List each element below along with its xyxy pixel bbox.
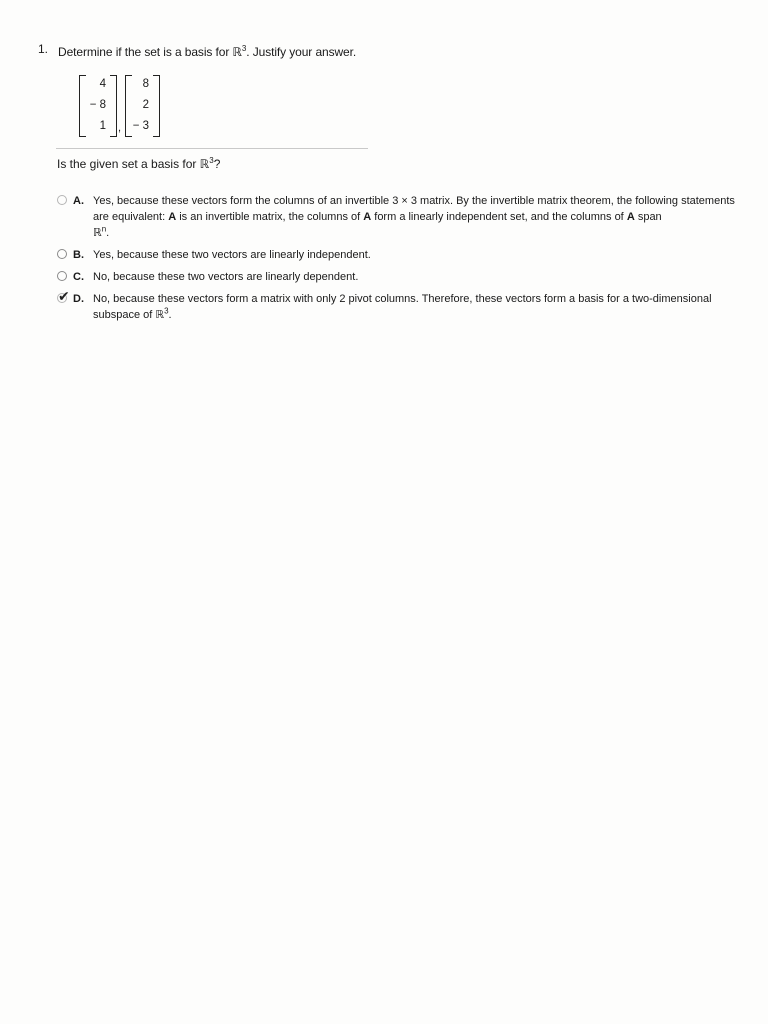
prompt-exponent: 3 — [241, 44, 247, 53]
sub-question-exponent: 3 — [209, 156, 214, 165]
vector-2-entry-2: 2 — [142, 99, 149, 111]
option-a-bold-2: A — [363, 211, 372, 223]
option-d[interactable] — [57, 291, 737, 323]
option-c-letter: C. — [73, 271, 84, 283]
vector-2 — [125, 75, 160, 137]
sub-question-suffix: ? — [213, 157, 221, 171]
divider — [56, 148, 368, 149]
vector-1-entry-3: 1 — [99, 120, 106, 132]
option-c[interactable] — [57, 269, 737, 285]
option-a-text-1: Yes, because these vectors form the columns of an invertible 3 × 3 matrix. By the invertible matrix theorem, the following statements are equivalent: — [93, 195, 735, 223]
option-a-text-2: is an invertible matrix, the columns of — [176, 211, 364, 223]
question-number: 1. — [38, 42, 49, 56]
sub-question-space-symbol: ℝ — [199, 157, 210, 171]
prompt-prefix: Determine if the set is a basis for — [58, 45, 233, 59]
option-d-text-1: No, because these vectors form a matrix with only 2 pivot columns. Therefore, these vectors form a basis for a two-dimensional subspace of — [93, 293, 712, 321]
option-d-letter: D. — [73, 293, 84, 305]
vector-2-entry-1: 8 — [142, 78, 149, 90]
sub-question-prefix: Is the given set a basis for — [57, 157, 200, 171]
vector-1-entry-2: − 8 — [89, 99, 106, 111]
option-a-text-4: span — [634, 211, 662, 223]
vector-2-entry-3: − 3 — [132, 120, 149, 132]
question-prompt — [58, 45, 356, 59]
option-b-radio[interactable] — [57, 249, 67, 259]
option-c-text: No, because these two vectors are linearly dependent. — [93, 271, 359, 283]
option-a-bold-1: A — [168, 211, 177, 223]
prompt-suffix: . Justify your answer. — [246, 45, 357, 59]
option-b-text: Yes, because these two vectors are linearly independent. — [93, 249, 371, 261]
option-d-exponent: 3 — [164, 306, 169, 316]
vector-1 — [79, 75, 117, 137]
option-d-space-symbol: ℝ — [155, 309, 165, 321]
option-a-bold-3: A — [626, 211, 635, 223]
sub-question — [57, 157, 220, 171]
option-d-text-2: . — [168, 309, 172, 321]
option-a-text — [93, 193, 737, 241]
option-b-letter: B. — [73, 249, 84, 261]
option-a-exponent: n — [101, 224, 107, 234]
vector-1-entry-1: 4 — [99, 78, 106, 90]
option-a-space-symbol: ℝ — [93, 227, 102, 239]
option-d-text — [93, 291, 737, 323]
checkmark-icon: ✔ — [58, 289, 70, 305]
option-a[interactable] — [57, 193, 737, 241]
option-a-text-5: . — [106, 227, 110, 239]
option-a-radio[interactable] — [57, 195, 67, 205]
option-c-radio[interactable] — [57, 271, 67, 281]
option-b[interactable] — [57, 247, 737, 263]
vector-separator: , — [118, 122, 122, 134]
prompt-space-symbol: ℝ — [232, 45, 242, 59]
option-a-letter: A. — [73, 195, 84, 207]
option-a-text-3: form a linearly independent set, and the columns of — [371, 211, 627, 223]
